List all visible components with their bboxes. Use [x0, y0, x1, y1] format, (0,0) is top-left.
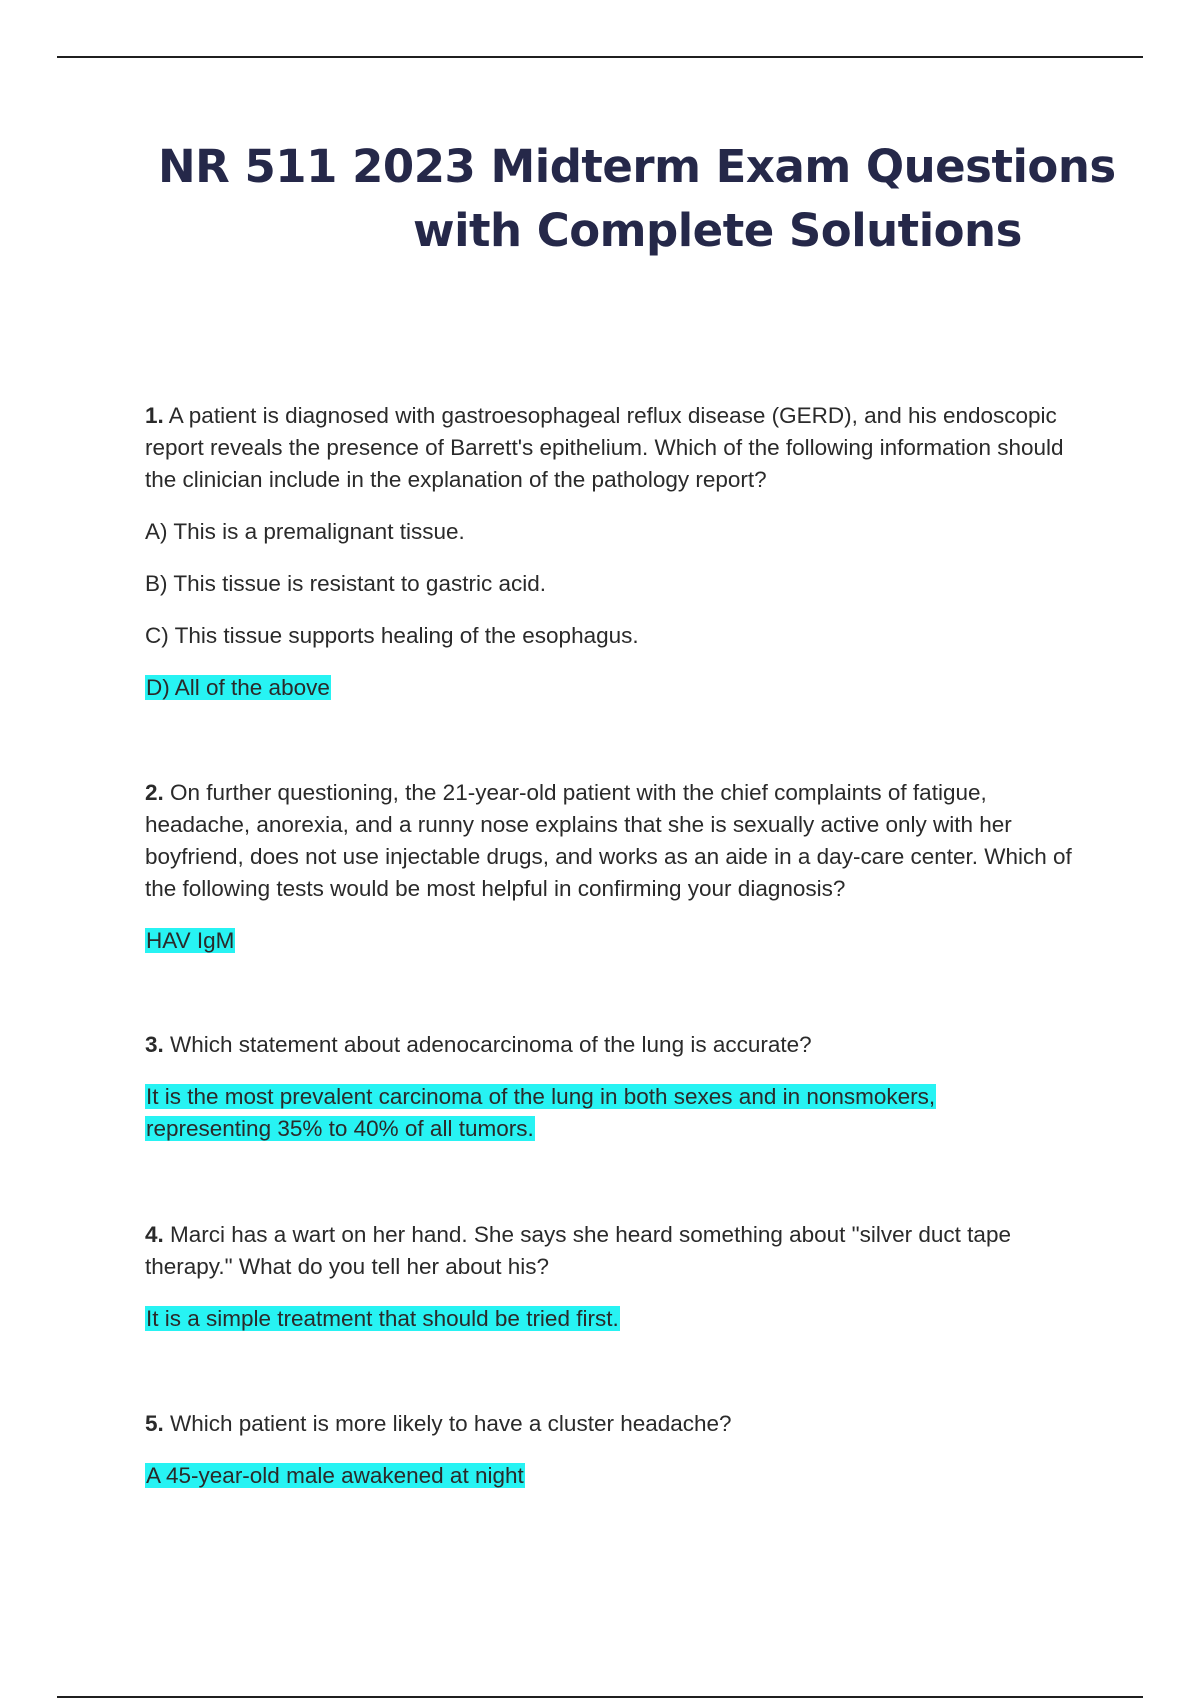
title-line-2: with Complete Solutions [413, 204, 1022, 257]
highlighted-answer: A 45-year-old male awakened at night [146, 1463, 524, 1488]
highlighted-answer: HAV IgM [146, 928, 235, 953]
highlighted-answer: It is the most prevalent carcinoma of the lung in both sexes and in nonsmokers, representing 35% to 40% of all tumors. [146, 1084, 936, 1141]
question-5 [145, 1408, 1075, 1492]
answer-line [145, 672, 1075, 704]
question-1 [145, 400, 1075, 704]
question-3 [145, 1029, 1075, 1145]
question-text [145, 777, 1075, 905]
question-2 [145, 777, 1075, 957]
answer-line [145, 925, 1075, 957]
question-text [145, 1219, 1075, 1283]
question-number: 1. [145, 403, 164, 428]
question-body: A patient is diagnosed with gastroesophageal reflux disease (GERD), and his endoscopic report reveals the presence of Barrett's epithelium. Which of the following information should the clinician include in the explanation of the pathology report? [145, 403, 1064, 492]
question-body: Which statement about adenocarcinoma of the lung is accurate? [163, 1032, 812, 1057]
question-body: Marci has a wart on her hand. She says she heard something about "silver duct tape therapy." What do you tell her about his? [145, 1222, 1011, 1279]
question-number: 3. [145, 1032, 164, 1057]
top-rule [57, 56, 1143, 58]
question-text [145, 400, 1075, 496]
option-b: B) This tissue is resistant to gastric acid. [145, 571, 546, 596]
question-body: On further questioning, the 21-year-old patient with the chief complaints of fatigue, headache, anorexia, and a runny nose explains that she is sexually active only with her boyfriend, does not use injectable drugs, and works as an aide in a day-care center. Which of the following tests would be most helpful in confirming your diagnosis? [145, 780, 1072, 901]
answer-line [145, 1303, 1075, 1335]
highlighted-answer: It is a simple treatment that should be tried first. [146, 1306, 619, 1331]
question-text [145, 1029, 1075, 1061]
question-number: 5. [145, 1411, 164, 1436]
answer-line [145, 1460, 1075, 1492]
title-line-1: NR 511 2023 Midterm Exam Questions [158, 140, 1116, 193]
answer-line [145, 1081, 1005, 1145]
question-number: 2. [145, 780, 164, 805]
option-a: A) This is a premalignant tissue. [145, 519, 465, 544]
question-number: 4. [145, 1222, 164, 1247]
bottom-rule [57, 1696, 1143, 1698]
highlighted-answer: D) All of the above [146, 675, 330, 700]
question-body: Which patient is more likely to have a cluster headache? [163, 1411, 732, 1436]
option-c: C) This tissue supports healing of the esophagus. [145, 623, 639, 648]
question-text [145, 1408, 1075, 1440]
question-4 [145, 1219, 1075, 1335]
